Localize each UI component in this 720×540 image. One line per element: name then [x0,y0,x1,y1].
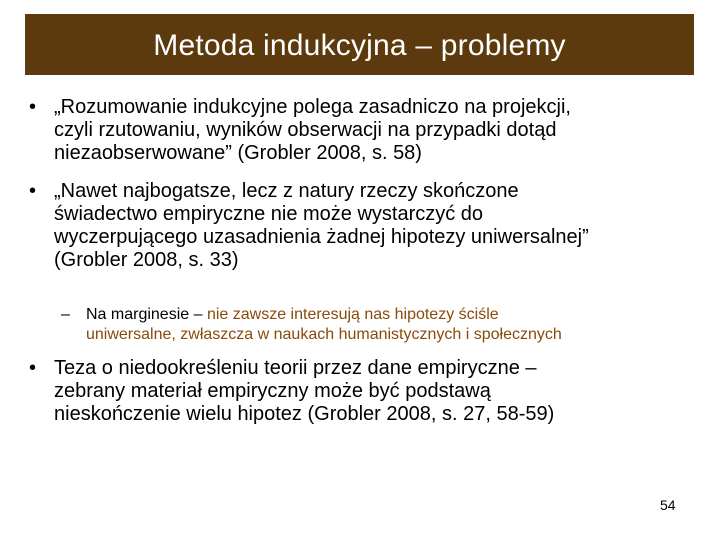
bullet-line: nieskończenie wielu hipotez (Grobler 2008, s. 27, 58-59) [54,403,555,425]
sub-bullet-prefix: Na marginesie – [86,306,207,323]
bullet-text [54,357,554,426]
bullet-line: niezaobserwowane” (Grobler 2008, s. 58) [54,142,422,164]
bullet-line: zebrany materiał empiryczny może być podstawą [54,380,491,402]
sub-bullet-marker: – [61,306,70,323]
bullet-line: czyli rzutowaniu, wyników obserwacji na przypadki dotąd [54,119,557,141]
bullet-text [54,180,589,272]
bullet-marker: • [29,180,37,202]
bullet-line: Teza o niedookreśleniu teorii przez dane empiryczne – [54,357,537,379]
sub-bullet-highlight: nie zawsze interesują nas hipotezy ściśle [206,306,499,323]
bullet-marker: • [29,96,37,118]
sub-bullet-text [86,305,562,345]
bullet-line: (Grobler 2008, s. 33) [54,249,239,271]
bullet-marker: • [29,357,37,379]
bullet-text [54,96,571,165]
bullet-line: „Nawet najbogatsze, lecz z natury rzeczy skończone [54,180,519,202]
bullet-line: „Rozumowanie indukcyjne polega zasadniczo na projekcji, [54,96,571,118]
slide-title: Metoda indukcyjna – problemy [153,28,566,62]
sub-bullet-highlight: uniwersalne, zwłaszcza w naukach humanistycznych i społecznych [86,326,562,343]
sub-bullet-line [86,305,562,325]
bullet-line: świadectwo empiryczne nie może wystarczyć do [54,203,484,225]
bullet-line: wyczerpującego uzasadnienia żadnej hipotezy uniwersalnej” [54,226,589,248]
page-number: 54 [660,497,676,513]
title-bar [25,14,694,75]
